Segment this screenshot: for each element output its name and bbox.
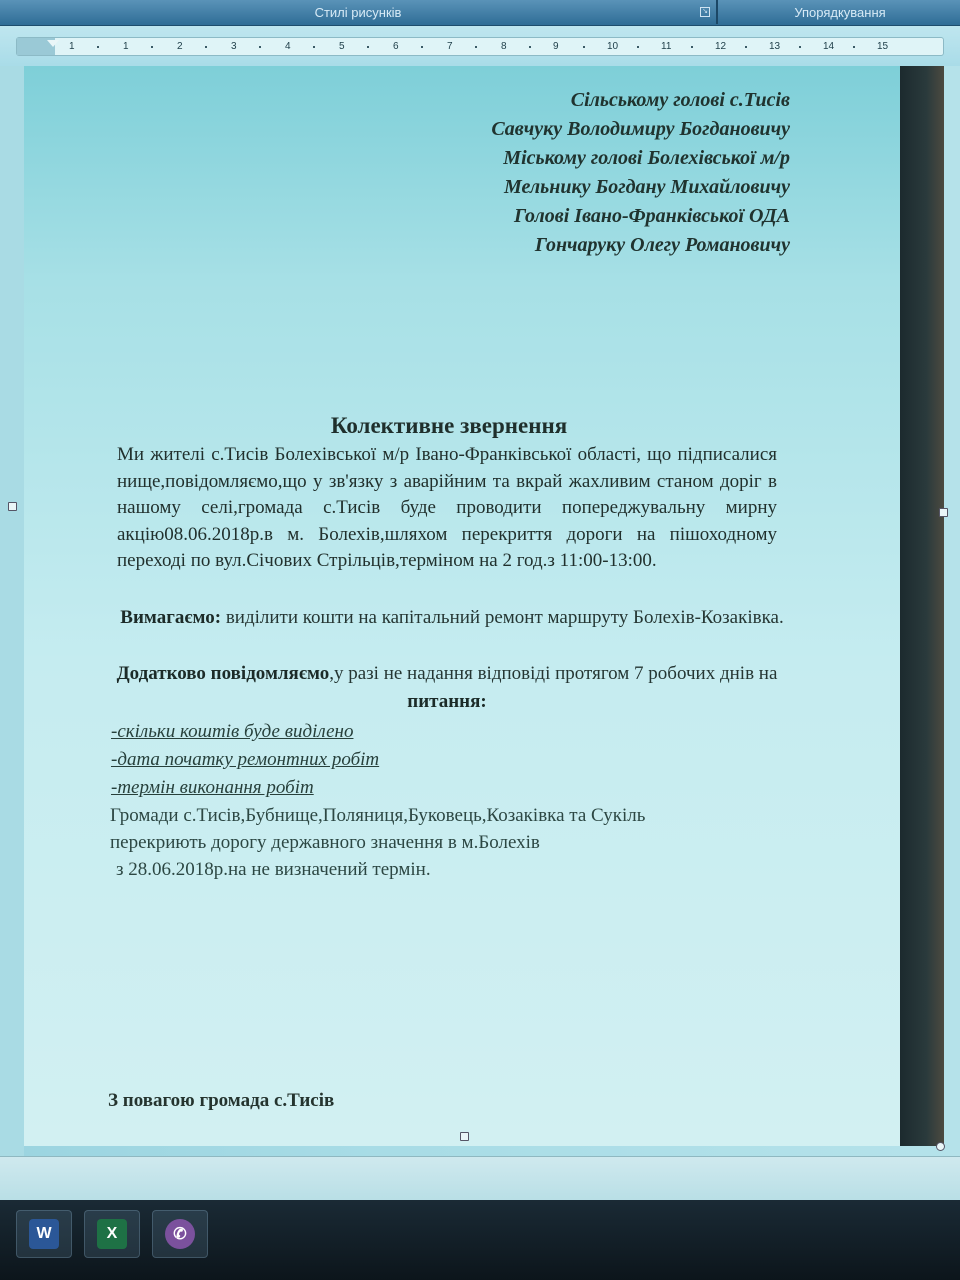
ribbon-group-arrange[interactable] bbox=[720, 0, 960, 24]
demand-paragraph bbox=[112, 604, 792, 632]
signature: З повагою громада с.Тисів bbox=[108, 1090, 335, 1111]
document-title: Колективне звернення bbox=[330, 413, 568, 438]
ruler-dot bbox=[583, 46, 585, 48]
questions-label: питання: bbox=[407, 691, 487, 712]
dialog-launcher-icon[interactable]: ↘ bbox=[700, 7, 710, 17]
ruler-dot bbox=[367, 46, 369, 48]
list-item: -термін виконання робіт bbox=[111, 777, 314, 798]
ruler-dot bbox=[691, 46, 693, 48]
ruler-mark: 15 bbox=[877, 41, 889, 52]
ruler-dot bbox=[205, 46, 207, 48]
addressee-line: Голові Івано-Франківської ОДА bbox=[513, 205, 790, 227]
addressee-line: Савчуку Володимиру Богдановичу bbox=[491, 118, 790, 140]
ruler-dot bbox=[853, 46, 855, 48]
ruler-mark: 10 bbox=[607, 41, 619, 52]
demand-text: виділити кошти на капітальний ремонт маршруту Болехів-Козаківка. bbox=[221, 607, 784, 628]
ruler-mark: 1 bbox=[69, 41, 75, 52]
ruler-dot bbox=[745, 46, 747, 48]
ruler-mark: 4 bbox=[285, 41, 291, 52]
first-line-indent-marker[interactable] bbox=[47, 40, 59, 47]
ruler-mark: 8 bbox=[501, 41, 507, 52]
horizontal-ruler[interactable] bbox=[16, 37, 944, 56]
demand-label: Вимагаємо: bbox=[120, 607, 222, 628]
excel-icon: X bbox=[97, 1219, 127, 1249]
list-item: -дата початку ремонтних робіт bbox=[111, 749, 380, 770]
ruler-mark: 14 bbox=[823, 41, 835, 52]
taskbar-excel-button[interactable] bbox=[84, 1210, 140, 1258]
ruler-mark: 13 bbox=[769, 41, 781, 52]
taskbar bbox=[0, 1200, 960, 1280]
ribbon bbox=[0, 0, 960, 26]
warning-paragraph bbox=[110, 802, 800, 883]
ribbon-group-label: Стилі рисунків bbox=[314, 4, 402, 20]
ruler-dot bbox=[799, 46, 801, 48]
ruler-mark: 12 bbox=[715, 41, 727, 52]
ribbon-group-label: Упорядкування bbox=[794, 4, 886, 20]
ruler-mark: 6 bbox=[393, 41, 399, 52]
resize-handle-bottom-right[interactable] bbox=[936, 1142, 945, 1151]
viber-icon: ✆ bbox=[165, 1219, 195, 1249]
ruler-mark: 2 bbox=[177, 41, 183, 52]
addressee-line: Міському голові Болехівської м/р bbox=[503, 147, 790, 169]
ruler-dot bbox=[97, 46, 99, 48]
ruler-dot bbox=[421, 46, 423, 48]
resize-handle-right[interactable] bbox=[939, 508, 948, 517]
list-item: -скільки коштів буде виділено bbox=[111, 721, 354, 742]
ruler-dot bbox=[529, 46, 531, 48]
ruler-dot bbox=[313, 46, 315, 48]
taskbar-word-button[interactable] bbox=[16, 1210, 72, 1258]
addressee-line: Гончаруку Олегу Романовичу bbox=[534, 234, 790, 256]
page-image-edge bbox=[900, 66, 944, 1146]
questions-list bbox=[111, 718, 379, 802]
ruler-mark: 5 bbox=[339, 41, 345, 52]
status-bar bbox=[0, 1156, 960, 1200]
ribbon-group-picture-styles[interactable] bbox=[0, 0, 718, 24]
ruler-dot bbox=[475, 46, 477, 48]
resize-handle-bottom[interactable] bbox=[460, 1132, 469, 1141]
addressee-block bbox=[491, 86, 790, 260]
ruler-mark: 11 bbox=[661, 41, 672, 52]
warning-line: Громади с.Тисів,Бубнище,Поляниця,Буковець,Козаківка та Сукіль bbox=[110, 805, 646, 826]
ruler-mark: 3 bbox=[231, 41, 237, 52]
additional-label: Додатково повідомляємо bbox=[116, 663, 330, 684]
taskbar-viber-button[interactable] bbox=[152, 1210, 208, 1258]
ruler-dot bbox=[151, 46, 153, 48]
word-icon: W bbox=[29, 1219, 59, 1249]
ruler-mark: 1 bbox=[123, 41, 129, 52]
resize-handle-left[interactable] bbox=[8, 502, 17, 511]
warning-line: з 28.06.2018р.на не визначений термін. bbox=[116, 859, 431, 880]
ruler-dot bbox=[637, 46, 639, 48]
addressee-line: Сільському голові с.Тисів bbox=[570, 89, 790, 111]
additional-text: ,у разі не надання відповіді протягом 7 робочих днів на bbox=[329, 663, 778, 684]
ruler-dot bbox=[259, 46, 261, 48]
additional-paragraph bbox=[112, 660, 782, 716]
left-margin-strip bbox=[0, 66, 24, 1156]
ruler-mark: 9 bbox=[553, 41, 559, 52]
warning-line: перекриють дорогу державного значення в м.Болехів bbox=[110, 832, 540, 853]
ruler-mark: 7 bbox=[447, 41, 453, 52]
addressee-line: Мельнику Богдану Михайловичу bbox=[504, 176, 790, 198]
appeal-body: Ми жителі с.Тисів Болехівської м/р Івано-Франківської області, що підписалися нище,повідомляємо,що у зв'язку з аварійним та вкрай жахливим станом доріг в нашому селі,громада с.Тисів буде проводити попереджувальну мирну акцію08.06.2018р.в м. Болехів,шляхом перекриття дороги на пішоходному переході по вул.Січових Стрільців,терміном на 2 год.з 11:00-13:00. bbox=[117, 444, 777, 571]
